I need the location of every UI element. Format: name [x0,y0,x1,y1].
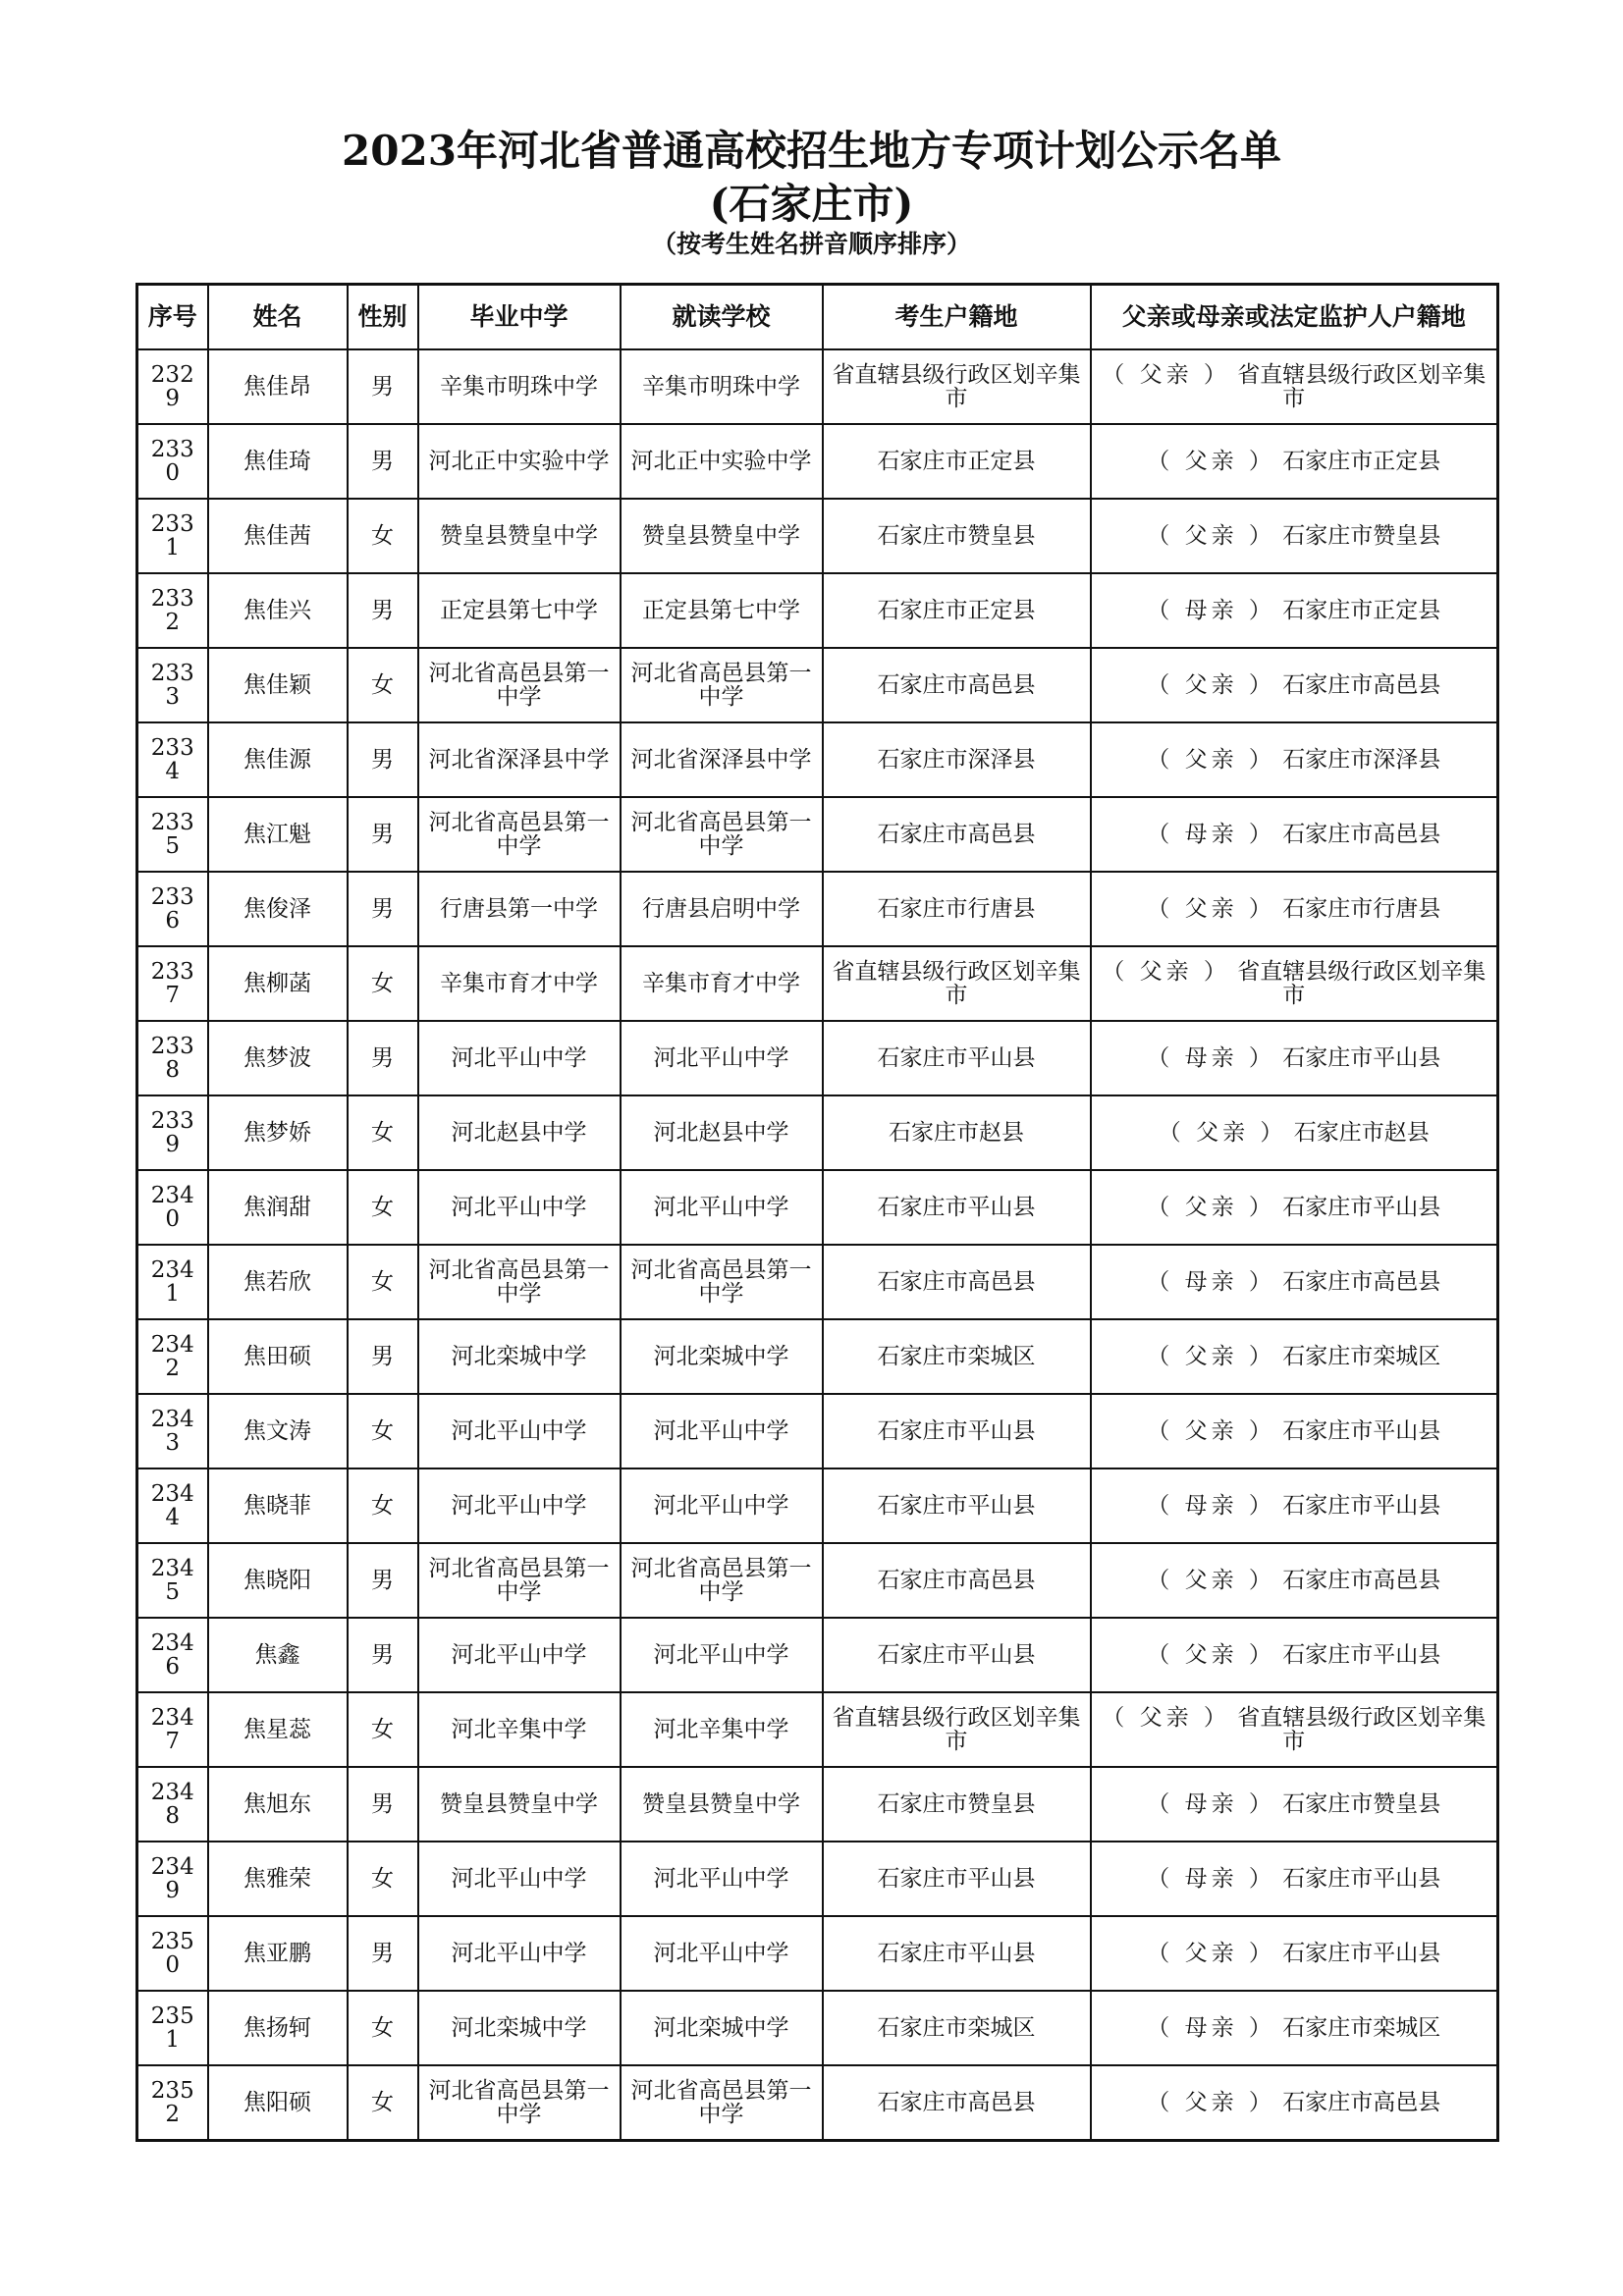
cell-gender: 女 [348,2065,418,2141]
cell-seq: 2334 [137,722,208,797]
cell-gender: 男 [348,1916,418,1991]
cell-seq: 2349 [137,1842,208,1916]
cell-seq: 2350 [137,1916,208,1991]
table-row [137,1319,1498,1394]
guardian-relation: （ 父亲 ） [1147,1195,1275,1220]
table-row [137,1468,1498,1543]
guardian-relation: （ 母亲 ） [1147,1493,1275,1519]
cell-study-school: 正定县第七中学 [621,573,823,648]
cell-hukou: 石家庄市平山县 [823,1468,1091,1543]
cell-guardian-hukou [1091,1543,1498,1618]
cell-grad-school: 河北省高邑县第一中学 [418,1245,621,1319]
table-row [137,1842,1498,1916]
guardian-place: 石家庄市深泽县 [1282,747,1441,773]
cell-study-school: 河北栾城中学 [621,1991,823,2065]
cell-hukou: 省直辖县级行政区划辛集市 [823,349,1091,424]
guardian-relation: （ 父亲 ） [1102,959,1230,985]
guardian-relation: （ 母亲 ） [1147,1866,1275,1892]
cell-seq: 2335 [137,797,208,872]
guardian-place: 省直辖县级行政区划辛集市 [1237,959,1487,1008]
table-row [137,573,1498,648]
guardian-relation: （ 父亲 ） [1147,747,1275,773]
cell-grad-school: 辛集市育才中学 [418,946,621,1021]
cell-study-school: 赞皇县赞皇中学 [621,499,823,573]
table-row [137,1543,1498,1618]
table-row [137,1245,1498,1319]
table-row [137,722,1498,797]
cell-gender: 女 [348,1692,418,1767]
cell-study-school: 河北平山中学 [621,1916,823,1991]
guardian-relation: （ 母亲 ） [1147,2015,1275,2041]
cell-seq: 2345 [137,1543,208,1618]
cell-guardian-hukou [1091,1767,1498,1842]
header-name: 姓名 [208,285,348,350]
roster-body [137,349,1498,2141]
cell-grad-school: 河北平山中学 [418,1916,621,1991]
guardian-relation: （ 父亲 ） [1147,1344,1275,1369]
guardian-relation: （ 父亲 ） [1147,523,1275,549]
cell-study-school: 河北省高邑县第一中学 [621,1543,823,1618]
cell-name: 焦佳兴 [208,573,348,648]
guardian-place: 省直辖县级行政区划辛集市 [1237,362,1487,411]
cell-study-school: 河北省高邑县第一中学 [621,2065,823,2141]
cell-name: 焦佳昂 [208,349,348,424]
table-row [137,1991,1498,2065]
cell-grad-school: 河北平山中学 [418,1021,621,1095]
guardian-relation: （ 父亲 ） [1147,1941,1275,1966]
guardian-relation: （ 父亲 ） [1147,1418,1275,1444]
guardian-relation: （ 父亲 ） [1147,896,1275,922]
guardian-relation: （ 父亲 ） [1147,672,1275,698]
guardian-relation: （ 父亲 ） [1147,1568,1275,1593]
cell-grad-school: 河北正中实验中学 [418,424,621,499]
cell-gender: 女 [348,1394,418,1468]
cell-study-school: 河北省高邑县第一中学 [621,797,823,872]
guardian-place: 石家庄市正定县 [1282,449,1441,474]
guardian-place: 石家庄市行唐县 [1282,896,1441,922]
cell-hukou: 石家庄市平山县 [823,1170,1091,1245]
cell-seq: 2330 [137,424,208,499]
cell-seq: 2339 [137,1095,208,1170]
cell-name: 焦亚鹏 [208,1916,348,1991]
header-guardian-hukou: 父亲或母亲或法定监护人户籍地 [1091,285,1498,350]
cell-gender: 男 [348,1767,418,1842]
table-row [137,1916,1498,1991]
cell-guardian-hukou [1091,1468,1498,1543]
cell-name: 焦江魁 [208,797,348,872]
cell-hukou: 石家庄市正定县 [823,424,1091,499]
cell-grad-school: 河北赵县中学 [418,1095,621,1170]
cell-guardian-hukou [1091,1021,1498,1095]
cell-gender: 女 [348,946,418,1021]
cell-guardian-hukou [1091,1991,1498,2065]
cell-guardian-hukou [1091,1095,1498,1170]
cell-study-school: 河北省高邑县第一中学 [621,1245,823,1319]
cell-hukou: 石家庄市赞皇县 [823,1767,1091,1842]
guardian-place: 石家庄市平山县 [1282,1195,1441,1220]
guardian-place: 石家庄市栾城区 [1282,1344,1441,1369]
header-grad-school: 毕业中学 [418,285,621,350]
cell-name: 焦若欣 [208,1245,348,1319]
cell-name: 焦晓菲 [208,1468,348,1543]
cell-grad-school: 正定县第七中学 [418,573,621,648]
table-row [137,499,1498,573]
cell-gender: 男 [348,872,418,946]
cell-seq: 2341 [137,1245,208,1319]
cell-guardian-hukou [1091,1394,1498,1468]
cell-hukou: 石家庄市高邑县 [823,648,1091,722]
table-row [137,1394,1498,1468]
cell-seq: 2351 [137,1991,208,2065]
guardian-place: 石家庄市平山县 [1282,1941,1441,1966]
cell-hukou: 省直辖县级行政区划辛集市 [823,1692,1091,1767]
cell-gender: 男 [348,424,418,499]
table-row [137,1767,1498,1842]
cell-seq: 2338 [137,1021,208,1095]
cell-gender: 男 [348,349,418,424]
cell-hukou: 石家庄市平山县 [823,1618,1091,1692]
cell-name: 焦润甜 [208,1170,348,1245]
cell-study-school: 赞皇县赞皇中学 [621,1767,823,1842]
cell-gender: 女 [348,1245,418,1319]
cell-name: 焦阳硕 [208,2065,348,2141]
guardian-relation: （ 母亲 ） [1147,822,1275,847]
cell-gender: 男 [348,573,418,648]
cell-seq: 2333 [137,648,208,722]
cell-grad-school: 河北省高邑县第一中学 [418,1543,621,1618]
cell-grad-school: 赞皇县赞皇中学 [418,499,621,573]
cell-hukou: 石家庄市平山县 [823,1916,1091,1991]
cell-gender: 女 [348,499,418,573]
cell-guardian-hukou [1091,573,1498,648]
cell-study-school: 河北平山中学 [621,1170,823,1245]
table-row [137,424,1498,499]
guardian-relation: （ 父亲 ） [1158,1120,1287,1146]
cell-hukou: 石家庄市高邑县 [823,1245,1091,1319]
guardian-place: 石家庄市赞皇县 [1282,1791,1441,1817]
guardian-place: 石家庄市平山县 [1282,1642,1441,1668]
cell-guardian-hukou [1091,349,1498,424]
cell-guardian-hukou [1091,424,1498,499]
header-seq: 序号 [137,285,208,350]
cell-grad-school: 河北平山中学 [418,1468,621,1543]
guardian-relation: （ 母亲 ） [1147,598,1275,623]
guardian-place: 石家庄市赵县 [1293,1120,1430,1146]
cell-hukou: 石家庄市平山县 [823,1021,1091,1095]
roster-table [135,283,1499,2142]
table-row [137,1692,1498,1767]
cell-seq: 2344 [137,1468,208,1543]
cell-grad-school: 河北平山中学 [418,1618,621,1692]
cell-grad-school: 河北平山中学 [418,1842,621,1916]
cell-gender: 男 [348,1618,418,1692]
cell-grad-school: 河北辛集中学 [418,1692,621,1767]
guardian-place: 石家庄市平山县 [1282,1045,1441,1071]
cell-hukou: 石家庄市平山县 [823,1842,1091,1916]
cell-guardian-hukou [1091,722,1498,797]
cell-hukou: 石家庄市正定县 [823,573,1091,648]
cell-name: 焦雅荣 [208,1842,348,1916]
cell-hukou: 石家庄市行唐县 [823,872,1091,946]
cell-grad-school: 河北平山中学 [418,1394,621,1468]
cell-name: 焦柳菡 [208,946,348,1021]
table-row [137,1095,1498,1170]
guardian-place: 石家庄市高邑县 [1282,1269,1441,1295]
cell-name: 焦扬轲 [208,1991,348,2065]
cell-grad-school: 赞皇县赞皇中学 [418,1767,621,1842]
cell-name: 焦梦娇 [208,1095,348,1170]
cell-grad-school: 河北省深泽县中学 [418,722,621,797]
cell-guardian-hukou [1091,1245,1498,1319]
guardian-place: 石家庄市高邑县 [1282,2090,1441,2115]
cell-guardian-hukou [1091,1319,1498,1394]
cell-name: 焦旭东 [208,1767,348,1842]
cell-hukou: 石家庄市栾城区 [823,1319,1091,1394]
cell-name: 焦佳颖 [208,648,348,722]
guardian-relation: （ 父亲 ） [1102,362,1230,388]
guardian-relation: （ 父亲 ） [1147,2090,1275,2115]
guardian-relation: （ 母亲 ） [1147,1045,1275,1071]
table-row [137,1170,1498,1245]
cell-seq: 2332 [137,573,208,648]
cell-study-school: 河北正中实验中学 [621,424,823,499]
cell-seq: 2331 [137,499,208,573]
cell-study-school: 河北栾城中学 [621,1319,823,1394]
document-title: 2023年河北省普通高校招生地方专项计划公示名单 [342,127,1281,175]
cell-study-school: 河北平山中学 [621,1618,823,1692]
table-row [137,2065,1498,2141]
cell-guardian-hukou [1091,872,1498,946]
cell-name: 焦鑫 [208,1618,348,1692]
cell-gender: 男 [348,1021,418,1095]
cell-hukou: 省直辖县级行政区划辛集市 [823,946,1091,1021]
cell-gender: 男 [348,797,418,872]
cell-name: 焦文涛 [208,1394,348,1468]
cell-study-school: 行唐县启明中学 [621,872,823,946]
cell-grad-school: 河北平山中学 [418,1170,621,1245]
cell-name: 焦田硕 [208,1319,348,1394]
cell-seq: 2337 [137,946,208,1021]
guardian-place: 省直辖县级行政区划辛集市 [1237,1705,1487,1754]
document-city: (石家庄市) [709,180,914,228]
cell-seq: 2343 [137,1394,208,1468]
cell-guardian-hukou [1091,648,1498,722]
cell-seq: 2352 [137,2065,208,2141]
cell-grad-school: 行唐县第一中学 [418,872,621,946]
cell-seq: 2342 [137,1319,208,1394]
cell-study-school: 辛集市明珠中学 [621,349,823,424]
cell-study-school: 河北平山中学 [621,1468,823,1543]
cell-gender: 男 [348,1319,418,1394]
cell-gender: 女 [348,648,418,722]
cell-hukou: 石家庄市高邑县 [823,797,1091,872]
cell-guardian-hukou [1091,2065,1498,2141]
cell-name: 焦俊泽 [208,872,348,946]
guardian-place: 石家庄市赞皇县 [1282,523,1441,549]
cell-guardian-hukou [1091,1842,1498,1916]
cell-name: 焦星蕊 [208,1692,348,1767]
header-row [137,285,1498,350]
cell-gender: 女 [348,1468,418,1543]
cell-gender: 男 [348,722,418,797]
cell-seq: 2336 [137,872,208,946]
cell-guardian-hukou [1091,1916,1498,1991]
table-row [137,1618,1498,1692]
cell-hukou: 石家庄市栾城区 [823,1991,1091,2065]
guardian-relation: （ 母亲 ） [1147,1791,1275,1817]
cell-study-school: 河北平山中学 [621,1394,823,1468]
table-row [137,648,1498,722]
cell-grad-school: 河北省高邑县第一中学 [418,797,621,872]
cell-gender: 女 [348,1991,418,2065]
guardian-place: 石家庄市高邑县 [1282,822,1441,847]
guardian-place: 石家庄市平山县 [1282,1866,1441,1892]
cell-study-school: 河北省高邑县第一中学 [621,648,823,722]
cell-gender: 女 [348,1095,418,1170]
table-row [137,349,1498,424]
cell-study-school: 辛集市育才中学 [621,946,823,1021]
cell-hukou: 石家庄市高邑县 [823,2065,1091,2141]
header-gender: 性别 [348,285,418,350]
guardian-relation: （ 父亲 ） [1147,1642,1275,1668]
table-row [137,1021,1498,1095]
cell-hukou: 石家庄市深泽县 [823,722,1091,797]
guardian-place: 石家庄市平山县 [1282,1493,1441,1519]
cell-study-school: 河北辛集中学 [621,1692,823,1767]
guardian-place: 石家庄市高邑县 [1282,1568,1441,1593]
guardian-relation: （ 父亲 ） [1102,1705,1230,1731]
guardian-relation: （ 父亲 ） [1147,449,1275,474]
cell-seq: 2340 [137,1170,208,1245]
cell-name: 焦佳琦 [208,424,348,499]
cell-hukou: 石家庄市赞皇县 [823,499,1091,573]
cell-seq: 2329 [137,349,208,424]
header-hukou: 考生户籍地 [823,285,1091,350]
guardian-place: 石家庄市栾城区 [1282,2015,1441,2041]
cell-hukou: 石家庄市赵县 [823,1095,1091,1170]
cell-guardian-hukou [1091,499,1498,573]
cell-name: 焦梦波 [208,1021,348,1095]
sort-note: （按考生姓名拼音顺序排序） [651,230,971,258]
cell-seq: 2348 [137,1767,208,1842]
cell-grad-school: 河北省高邑县第一中学 [418,648,621,722]
cell-seq: 2347 [137,1692,208,1767]
cell-gender: 女 [348,1170,418,1245]
cell-grad-school: 河北栾城中学 [418,1319,621,1394]
cell-study-school: 河北省深泽县中学 [621,722,823,797]
cell-name: 焦佳源 [208,722,348,797]
cell-guardian-hukou [1091,1692,1498,1767]
cell-gender: 男 [348,1543,418,1618]
header-study-school: 就读学校 [621,285,823,350]
cell-seq: 2346 [137,1618,208,1692]
table-row [137,797,1498,872]
cell-guardian-hukou [1091,1170,1498,1245]
table-row [137,872,1498,946]
guardian-place: 石家庄市高邑县 [1282,672,1441,698]
cell-guardian-hukou [1091,1618,1498,1692]
guardian-place: 石家庄市平山县 [1282,1418,1441,1444]
cell-guardian-hukou [1091,797,1498,872]
cell-study-school: 河北平山中学 [621,1842,823,1916]
cell-grad-school: 河北栾城中学 [418,1991,621,2065]
cell-name: 焦佳茜 [208,499,348,573]
cell-guardian-hukou [1091,946,1498,1021]
table-row [137,946,1498,1021]
guardian-relation: （ 母亲 ） [1147,1269,1275,1295]
cell-name: 焦晓阳 [208,1543,348,1618]
cell-study-school: 河北平山中学 [621,1021,823,1095]
cell-grad-school: 辛集市明珠中学 [418,349,621,424]
cell-grad-school: 河北省高邑县第一中学 [418,2065,621,2141]
cell-study-school: 河北赵县中学 [621,1095,823,1170]
cell-gender: 女 [348,1842,418,1916]
guardian-place: 石家庄市正定县 [1282,598,1441,623]
cell-hukou: 石家庄市平山县 [823,1394,1091,1468]
cell-hukou: 石家庄市高邑县 [823,1543,1091,1618]
